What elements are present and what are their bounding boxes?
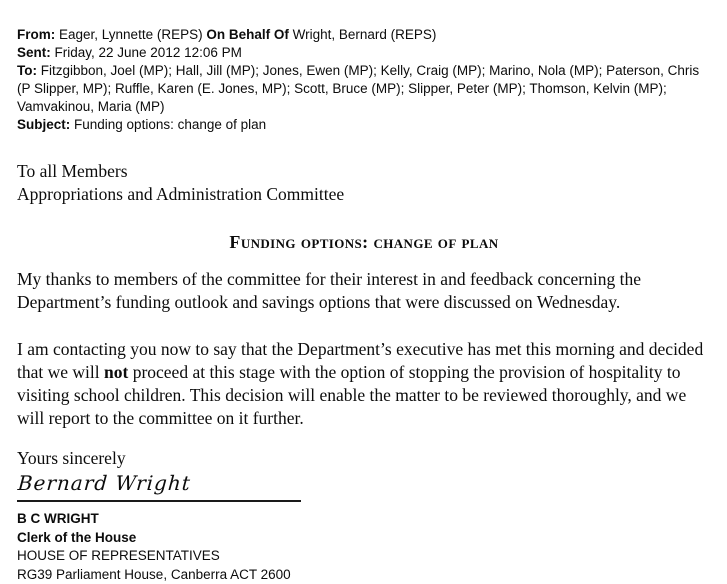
salutation-line-2: Appropriations and Administration Committee bbox=[17, 183, 711, 206]
paragraph-2 bbox=[17, 338, 711, 430]
to-label: To: bbox=[17, 63, 37, 78]
sent-label: Sent: bbox=[17, 45, 51, 60]
paragraph-2-bold-word: not bbox=[104, 362, 128, 382]
letter-body bbox=[17, 160, 711, 496]
salutation-line-1: To all Members bbox=[17, 160, 711, 183]
header-sent-line bbox=[17, 44, 712, 62]
from-value: Eager, Lynnette (REPS) bbox=[55, 27, 206, 42]
sent-value: Friday, 22 June 2012 12:06 PM bbox=[51, 45, 242, 60]
signature-address: RG39 Parliament House, Canberra ACT 2600 bbox=[17, 566, 709, 584]
header-to-line bbox=[17, 62, 712, 116]
handwritten-signature: Bernard Wright bbox=[17, 470, 713, 496]
signature-name: B C WRIGHT bbox=[17, 510, 709, 529]
on-behalf-label: On Behalf Of bbox=[206, 27, 289, 42]
from-label: From: bbox=[17, 27, 55, 42]
header-from-line bbox=[17, 26, 712, 44]
paragraph-2-after: proceed at this stage with the option of stopping the provision of hospitality to visiting school children. This decision will enable the matter to be reviewed thoroughly, and we will report to the committee on it further. bbox=[17, 362, 686, 428]
subject-label: Subject: bbox=[17, 117, 70, 132]
on-behalf-value: Wright, Bernard (REPS) bbox=[289, 27, 437, 42]
salutation bbox=[17, 160, 711, 206]
closing-line: Yours sincerely bbox=[17, 447, 711, 470]
document-heading: Funding options: change of plan bbox=[17, 231, 711, 254]
signature-organisation: HOUSE OF REPRESENTATIVES bbox=[17, 547, 709, 566]
signature-block bbox=[17, 510, 709, 584]
signature-divider bbox=[17, 500, 301, 502]
subject-value: Funding options: change of plan bbox=[70, 117, 266, 132]
header-subject-line bbox=[17, 116, 712, 134]
paragraph-1: My thanks to members of the committee for their interest in and feedback concerning the Department’s funding outlook and savings options that were discussed on Wednesday. bbox=[17, 268, 711, 314]
email-header bbox=[17, 26, 712, 134]
signature-title: Clerk of the House bbox=[17, 529, 709, 548]
to-value: Fitzgibbon, Joel (MP); Hall, Jill (MP); Jones, Ewen (MP); Kelly, Craig (MP); Marino, Nola (MP); Paterson, Chris (P Slipper, MP); Ruffle, Karen (E. Jones, MP); Scott, Bruce (MP); Slipper, Peter (MP); Thomson, Kelvin (MP); Vamvakinou, Maria (MP) bbox=[17, 63, 699, 114]
paragraph-2-before: I am contacting you now to say that the Department’s executive has met this morning and decided that we will bbox=[17, 339, 703, 382]
